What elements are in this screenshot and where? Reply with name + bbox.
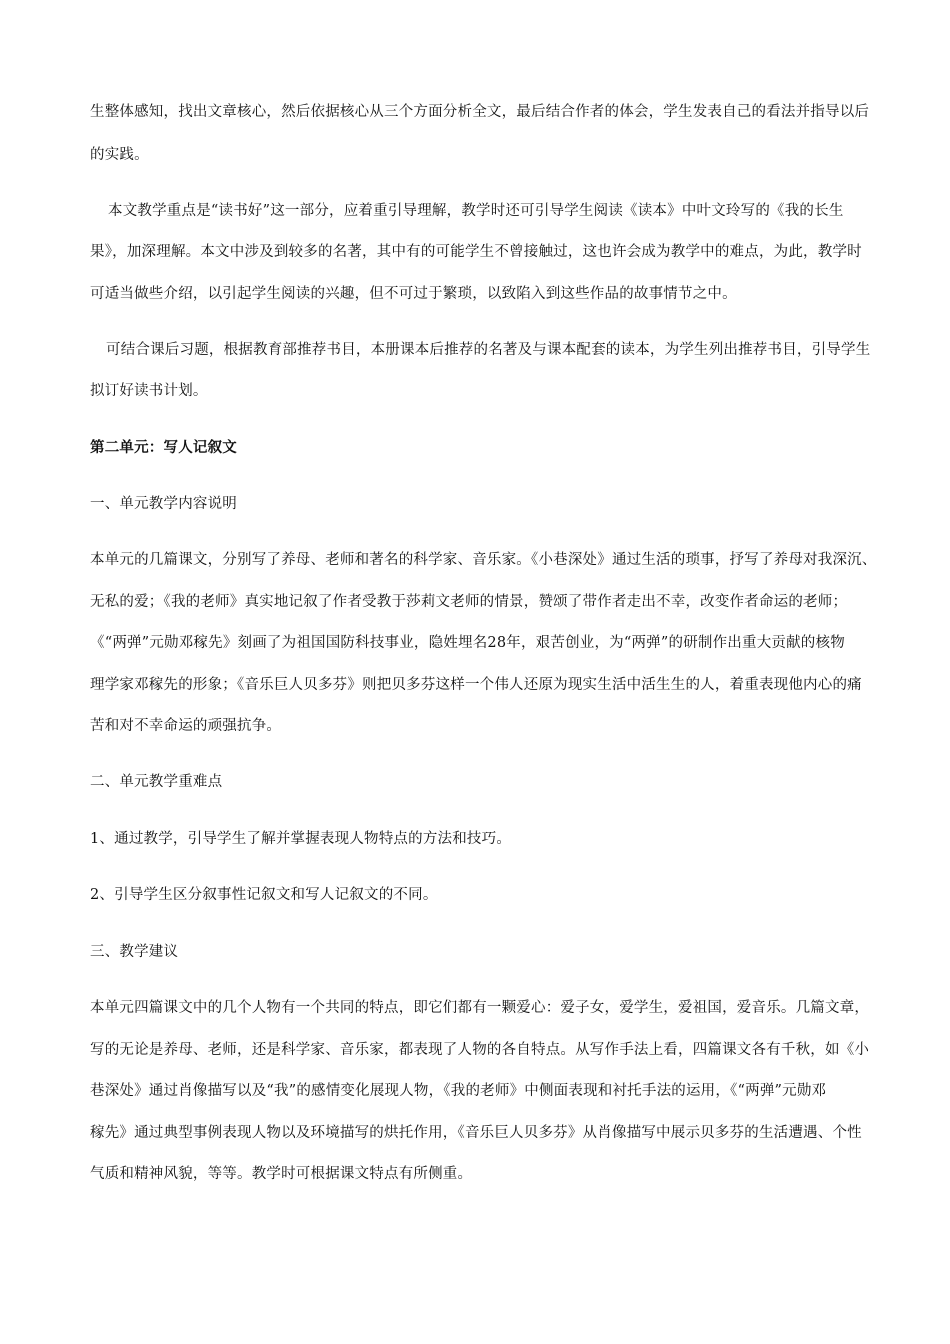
section3-line-1: 本单元四篇课文中的几个人物有一个共同的特点，即它们都有一颗爱心：爱子女，爱学生，爱祖国，爱音乐。几篇文章， — [90, 1000, 870, 1016]
section1-line-3: 《“两弹”元勋邓稼先》刻画了为祖国国防科技事业，隐姓埋名28年，艰苦创业，为“两弹”的研制作出重大贡献的核物 — [90, 635, 845, 651]
section1-heading: 一、单元教学内容说明 — [90, 496, 237, 512]
section3-line-2: 写的无论是养母、老师，还是科学家、音乐家，都表现了人物的各自特点。从写作手法上看，四篇课文各有千秋，如《小 — [90, 1042, 870, 1058]
key-point-line-1: 本文教学重点是“读书好”这一部分，应着重引导理解，教学时还可引导学生阅读《读本》中叶文玲写的《我的长生 — [108, 203, 844, 219]
point-1: 1、通过教学，引导学生了解并掌握表现人物特点的方法和技巧。 — [90, 831, 512, 847]
section1-line-2: 无私的爱；《我的老师》真实地记叙了作者受教于莎莉文老师的情景，赞颂了带作者走出不幸，改变作者命运的老师； — [90, 594, 848, 610]
intro-line-1: 生整体感知，找出文章核心，然后依据核心从三个方面分析全文，最后结合作者的体会，学生发表自己的看法并指导以后 — [90, 104, 870, 120]
section3-line-5: 气质和精神风貌，等等。教学时可根据课文特点有所侧重。 — [90, 1166, 473, 1182]
section1-line-4: 理学家邓稼先的形象；《音乐巨人贝多芬》则把贝多芬这样一个伟人还原为现实生活中活生生的人，着重表现他内心的痛 — [90, 677, 862, 693]
section3-line-3: 巷深处》通过肖像描写以及“我”的感情变化展现人物，《我的老师》中侧面表现和衬托手法的运用，《“两弹”元勋邓 — [90, 1083, 827, 1099]
section2-heading: 二、单元教学重难点 — [90, 774, 223, 790]
section3-line-4: 稼先》通过典型事例表现人物以及环境描写的烘托作用，《音乐巨人贝多芬》从肖像描写中展示贝多芬的生活遭遇、个性 — [90, 1125, 862, 1141]
point-2: 2、引导学生区分叙事性记叙文和写人记叙文的不同。 — [90, 887, 438, 903]
key-point-line-3: 可适当做些介绍，以引起学生阅读的兴趣，但不可过于繁琐，以致陷入到这些作品的故事情节之中。 — [90, 286, 737, 302]
intro-line-2: 的实践。 — [90, 147, 149, 163]
section3-heading: 三、教学建议 — [90, 944, 179, 960]
section1-line-1: 本单元的几篇课文，分别写了养母、老师和著名的科学家、音乐家。《小巷深处》通过生活的琐事，抒写了养母对我深沉、 — [90, 552, 877, 568]
reading-plan-line-1: 可结合课后习题，根据教育部推荐书目，本册课本后推荐的名著及与课本配套的读本，为学生列出推荐书目，引导学生 — [106, 342, 871, 358]
unit-title: 第二单元：写人记叙文 — [90, 439, 237, 456]
key-point-line-2: 果》，加深理解。本文中涉及到较多的名著，其中有的可能学生不曾接触过，这也许会成为教学中的难点，为此，教学时 — [90, 244, 862, 260]
section1-line-5: 苦和对不幸命运的顽强抗争。 — [90, 718, 282, 734]
reading-plan-line-2: 拟订好读书计划。 — [90, 383, 208, 399]
